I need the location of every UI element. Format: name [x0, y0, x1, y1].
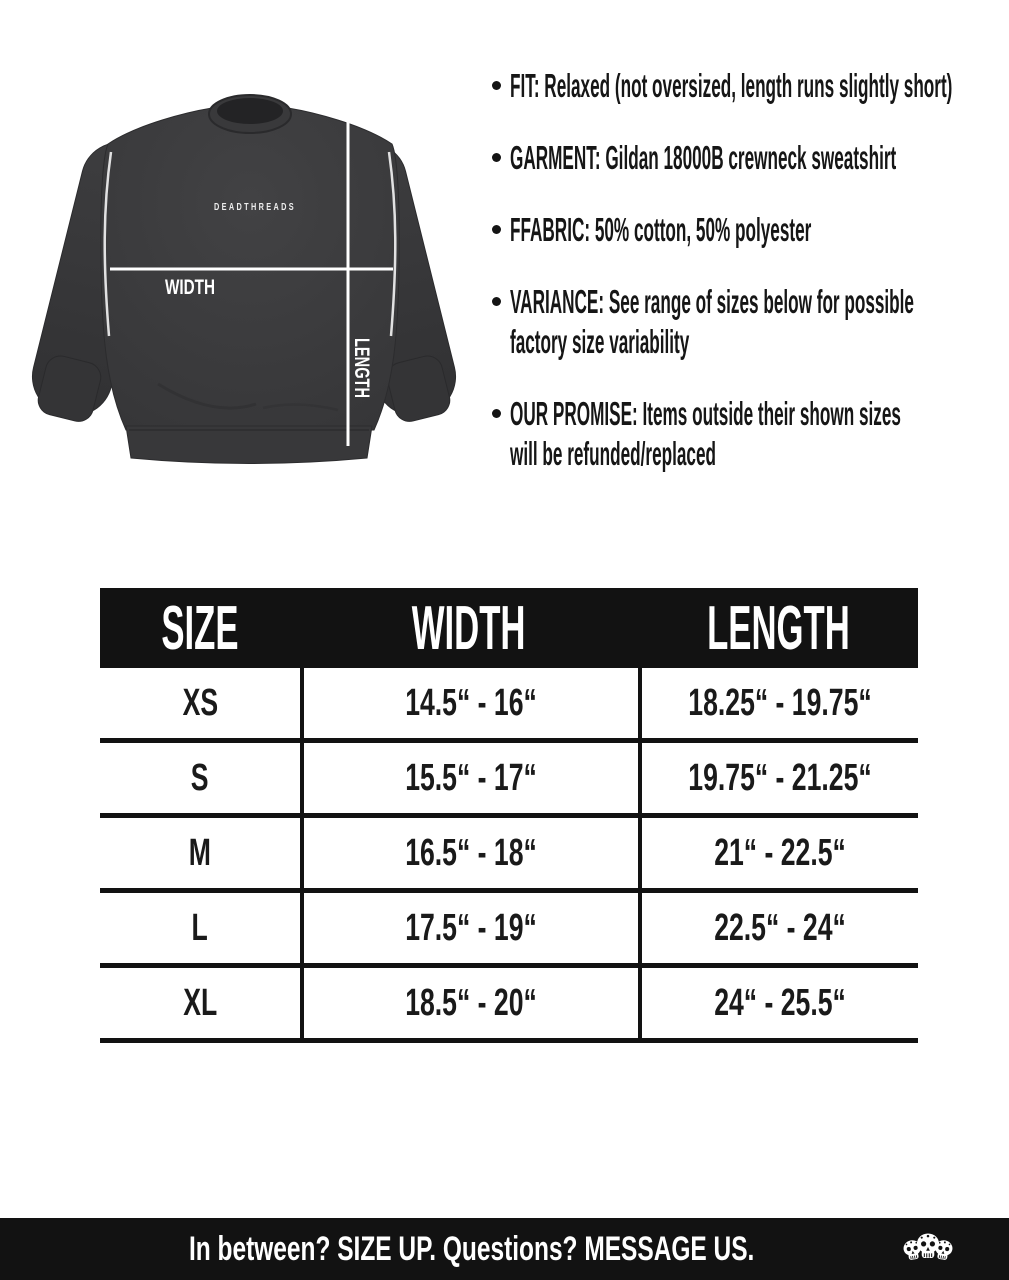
bullet-line: OUR PROMISE: Items outside their shown sizes	[510, 395, 901, 432]
bullet-line: GARMENT: Gildan 18000B crewneck sweatshirt	[510, 139, 897, 176]
table-row-xs	[100, 668, 918, 743]
cell-size: XL	[183, 981, 217, 1024]
bullet-item-promise	[492, 394, 1004, 474]
sweatshirt-diagram	[8, 88, 480, 468]
bullet-line: FIT: Relaxed (not oversized, length runs slightly short)	[510, 67, 953, 104]
waistband	[126, 426, 372, 464]
bullet-item-fit	[492, 66, 1004, 106]
spec-bullet-list	[492, 66, 1004, 506]
bullet-item-garment	[492, 138, 1004, 178]
footer-bar	[0, 1218, 1009, 1280]
cell-size: S	[191, 756, 209, 799]
cell-length: 19.75“ - 21.25“	[638, 743, 918, 813]
bullet-dot	[492, 81, 501, 90]
cell-size: L	[191, 906, 209, 949]
table-row-s	[100, 743, 918, 818]
table-row-l	[100, 893, 918, 968]
cell-width: 15.5“ - 17“	[300, 743, 638, 813]
collar-opening	[217, 98, 283, 124]
bullet-dot	[492, 153, 501, 162]
width-label: WIDTH	[165, 276, 215, 299]
sweatshirt-graphic	[8, 88, 480, 468]
bullet-item-variance	[492, 282, 1004, 362]
cell-width: 17.5“ - 19“	[300, 893, 638, 963]
bullet-item-fabric	[492, 210, 1004, 250]
cell-length: 18.25“ - 19.75“	[638, 668, 918, 738]
cell-width: 14.5“ - 16“	[300, 668, 638, 738]
bullet-line: FFABRIC: 50% cotton, 50% polyester	[510, 211, 812, 248]
bullet-line: will be refunded/replaced	[510, 435, 716, 472]
three-skulls-icon	[900, 1224, 956, 1274]
bullet-line: factory size variability	[510, 323, 690, 360]
cell-width: 16.5“ - 18“	[300, 818, 638, 888]
table-row-m	[100, 818, 918, 893]
cell-length: 24“ - 25.5“	[638, 968, 918, 1038]
bullet-dot	[492, 297, 501, 306]
bullet-line: VARIANCE: See range of sizes below for possible	[510, 283, 914, 320]
table-header-row	[100, 588, 918, 668]
table-row-xl	[100, 968, 918, 1043]
cell-size: M	[188, 831, 212, 874]
header-cell-width: WIDTH	[412, 593, 526, 663]
cell-size: XS	[182, 681, 218, 724]
cell-width: 18.5“ - 20“	[300, 968, 638, 1038]
length-label: LENGTH	[350, 338, 373, 425]
bullet-dot	[492, 409, 501, 418]
footer-message: In between? SIZE UP. Questions? MESSAGE US.	[189, 1229, 755, 1268]
brand-text: DEADTHREADS	[214, 202, 296, 213]
cell-length: 22.5“ - 24“	[638, 893, 918, 963]
bullet-dot	[492, 225, 501, 234]
header-cell-length: LENGTH	[706, 593, 850, 663]
header-cell-size: SIZE	[161, 593, 239, 663]
cell-length: 21“ - 22.5“	[638, 818, 918, 888]
size-table	[100, 588, 918, 1043]
